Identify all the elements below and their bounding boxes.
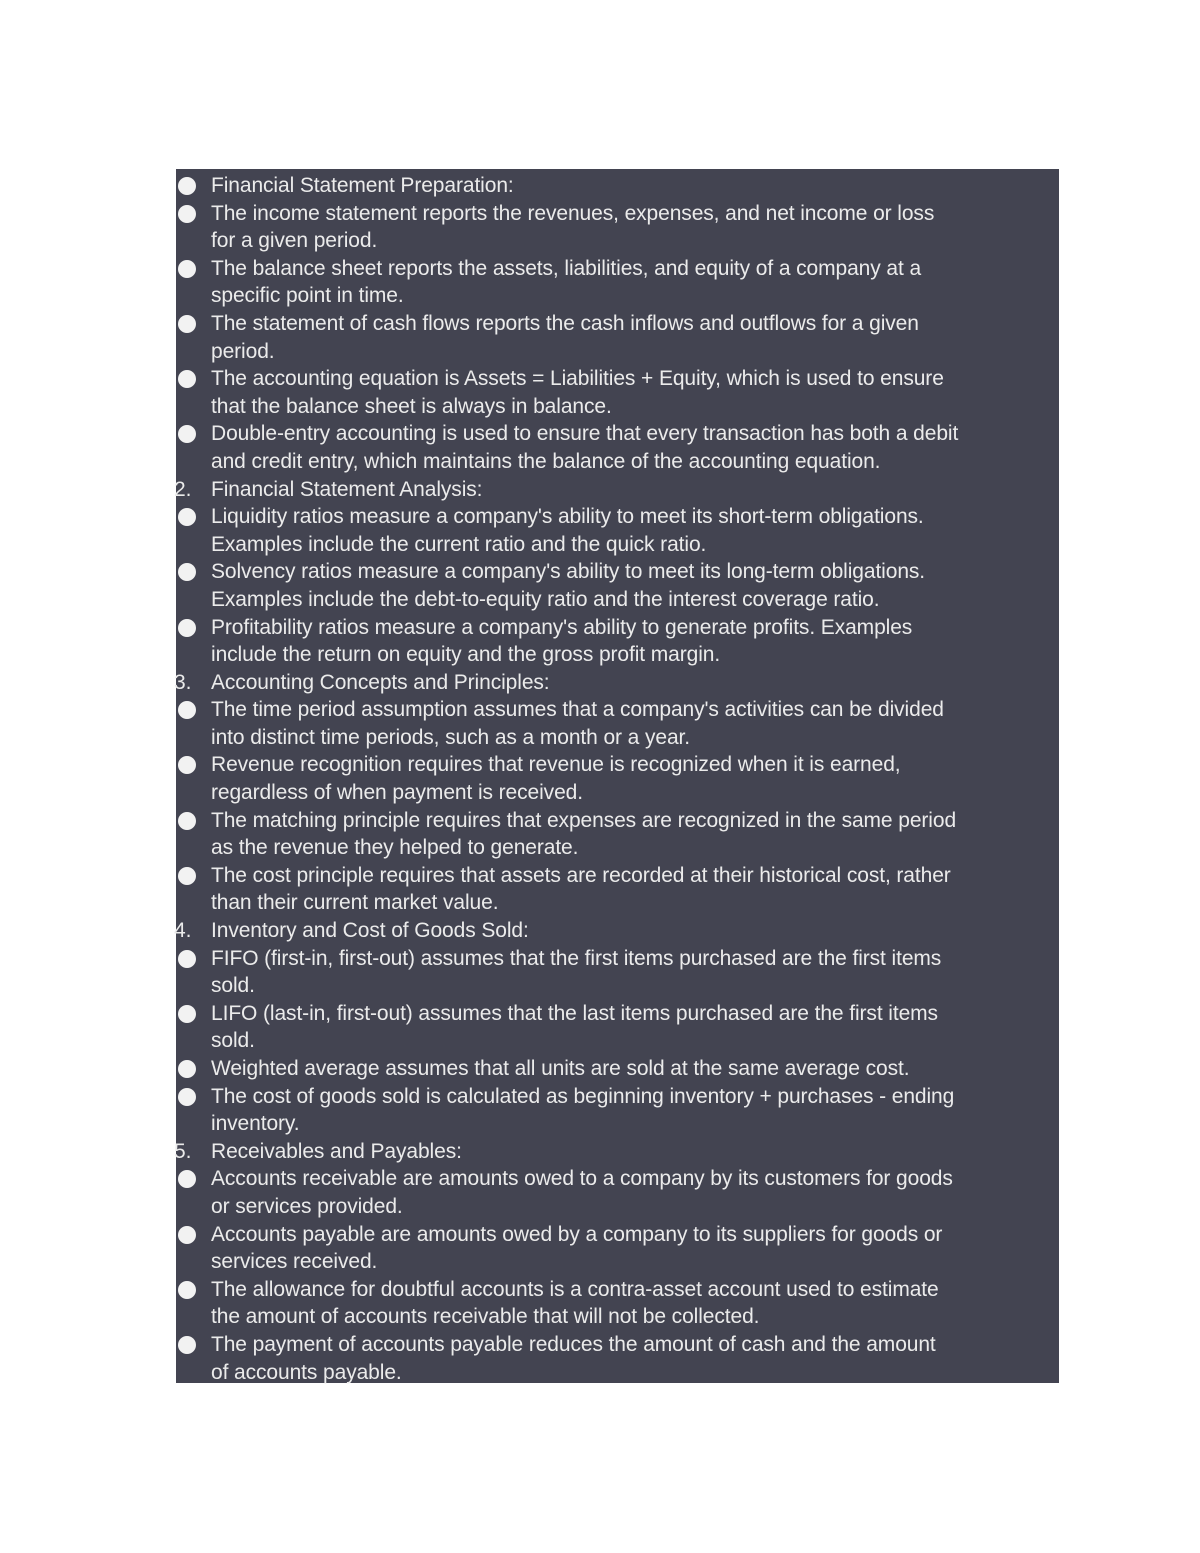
list-item-line bbox=[176, 1083, 1059, 1111]
list-item-text: Accounting Concepts and Principles: bbox=[211, 670, 550, 694]
list-item-text: Receivables and Payables: bbox=[211, 1139, 462, 1163]
list-item-line bbox=[176, 972, 1059, 1000]
list-item-line bbox=[176, 255, 1059, 283]
list-item-text: Solvency ratios measure a company's ability to meet its long-term obligations. bbox=[211, 560, 926, 584]
list-item-text: than their current market value. bbox=[211, 891, 499, 915]
list-item-line bbox=[176, 724, 1059, 752]
list-item-line bbox=[176, 558, 1059, 586]
bullet-icon bbox=[176, 1165, 208, 1193]
list-item-line bbox=[176, 945, 1059, 973]
bullet-dot-icon bbox=[178, 1088, 196, 1106]
list-item-text: The time period assumption assumes that a company's activities can be divided bbox=[211, 698, 944, 722]
list-item-line bbox=[176, 1027, 1059, 1055]
list-item-text: that the balance sheet is always in balance. bbox=[211, 394, 612, 418]
list-item-text: The matching principle requires that expenses are recognized in the same period bbox=[211, 808, 957, 832]
list-item-line bbox=[176, 1110, 1059, 1138]
bullet-icon bbox=[176, 807, 208, 835]
bullet-icon bbox=[176, 200, 208, 228]
list-item-line bbox=[176, 807, 1059, 835]
list-item-text: The cost of goods sold is calculated as beginning inventory + purchases - ending bbox=[211, 1084, 955, 1108]
bullet-dot-icon bbox=[178, 812, 196, 830]
list-item-line bbox=[176, 889, 1059, 917]
bullet-dot-icon bbox=[178, 260, 196, 278]
list-item-line bbox=[176, 751, 1059, 779]
list-item-line bbox=[176, 834, 1059, 862]
bullet-icon bbox=[176, 751, 208, 779]
list-item-line bbox=[176, 614, 1059, 642]
bullet-dot-icon bbox=[178, 205, 196, 223]
list-number bbox=[176, 476, 208, 504]
list-item-text: Double-entry accounting is used to ensure that every transaction has both a debit bbox=[211, 422, 959, 446]
list-number-label: 2. bbox=[174, 477, 192, 501]
list-item-text: Profitability ratios measure a company's ability to generate profits. Examples bbox=[211, 615, 913, 639]
list-item-text: Financial Statement Analysis: bbox=[211, 477, 483, 501]
list-item-line bbox=[176, 172, 1059, 200]
bullet-dot-icon bbox=[178, 1060, 196, 1078]
bullet-dot-icon bbox=[178, 756, 196, 774]
list-number bbox=[176, 1138, 208, 1166]
list-item-line bbox=[176, 586, 1059, 614]
list-item-line bbox=[176, 1138, 1059, 1166]
list-item-text: The balance sheet reports the assets, liabilities, and equity of a company at a bbox=[211, 256, 922, 280]
list-item-text: FIFO (first-in, first-out) assumes that the first items purchased are the first items bbox=[211, 946, 942, 970]
list-item-line bbox=[176, 503, 1059, 531]
bullet-icon bbox=[176, 862, 208, 890]
list-item-line bbox=[176, 338, 1059, 366]
list-item-line bbox=[176, 282, 1059, 310]
bullet-dot-icon bbox=[178, 370, 196, 388]
notes-panel bbox=[176, 169, 1059, 1383]
list-number-label: 3. bbox=[174, 670, 192, 694]
bullet-icon bbox=[176, 420, 208, 448]
bullet-icon bbox=[176, 503, 208, 531]
bullet-dot-icon bbox=[178, 950, 196, 968]
bullet-dot-icon bbox=[178, 1005, 196, 1023]
list-item-line bbox=[176, 420, 1059, 448]
list-item-text: The payment of accounts payable reduces the amount of cash and the amount bbox=[211, 1332, 936, 1356]
list-item-line bbox=[176, 862, 1059, 890]
bullet-dot-icon bbox=[178, 701, 196, 719]
list-item-line bbox=[176, 393, 1059, 421]
bullet-dot-icon bbox=[178, 1336, 196, 1354]
list-item-text: The cost principle requires that assets are recorded at their historical cost, rather bbox=[211, 863, 951, 887]
list-item-line bbox=[176, 531, 1059, 559]
list-item-line bbox=[176, 448, 1059, 476]
list-item-line bbox=[176, 365, 1059, 393]
list-item-text: Examples include the current ratio and the quick ratio. bbox=[211, 532, 707, 556]
list-item-line bbox=[176, 1276, 1059, 1304]
bullet-dot-icon bbox=[178, 177, 196, 195]
bullet-dot-icon bbox=[178, 1170, 196, 1188]
bullet-icon bbox=[176, 310, 208, 338]
list-item-text: Accounts payable are amounts owed by a company to its suppliers for goods or bbox=[211, 1222, 943, 1246]
list-item-text: as the revenue they helped to generate. bbox=[211, 836, 579, 860]
list-item-line bbox=[176, 227, 1059, 255]
list-item-text: Liquidity ratios measure a company's ability to meet its short-term obligations. bbox=[211, 505, 924, 529]
bullet-icon bbox=[176, 1055, 208, 1083]
list-item-line bbox=[176, 1000, 1059, 1028]
list-item-line bbox=[176, 917, 1059, 945]
list-item-text: regardless of when payment is received. bbox=[211, 781, 583, 805]
bullet-dot-icon bbox=[178, 508, 196, 526]
list-item-text: the amount of accounts receivable that will not be collected. bbox=[211, 1305, 760, 1329]
bullet-icon bbox=[176, 1221, 208, 1249]
list-item-text: Weighted average assumes that all units are sold at the same average cost. bbox=[211, 1057, 910, 1080]
bullet-icon bbox=[176, 945, 208, 973]
bullet-dot-icon bbox=[178, 867, 196, 885]
list-item-text: The statement of cash flows reports the cash inflows and outflows for a given bbox=[211, 311, 919, 335]
bullet-icon bbox=[176, 558, 208, 586]
list-number bbox=[176, 669, 208, 697]
list-item-line bbox=[176, 1221, 1059, 1249]
list-item-text: and credit entry, which maintains the balance of the accounting equation. bbox=[211, 449, 881, 473]
list-item-line bbox=[176, 669, 1059, 697]
list-item-text: sold. bbox=[211, 974, 255, 998]
list-item-text: Revenue recognition requires that revenue is recognized when it is earned, bbox=[211, 753, 901, 777]
list-item-line bbox=[176, 1193, 1059, 1221]
list-item-text: sold. bbox=[211, 1029, 255, 1053]
list-item-line bbox=[176, 476, 1059, 504]
bullet-dot-icon bbox=[178, 1226, 196, 1244]
list-number-label: 4. bbox=[174, 919, 192, 943]
bullet-icon bbox=[176, 365, 208, 393]
list-item-text: Inventory and Cost of Goods Sold: bbox=[211, 919, 529, 943]
bullet-dot-icon bbox=[178, 425, 196, 443]
list-item-text: The allowance for doubtful accounts is a contra-asset account used to estimate bbox=[211, 1277, 939, 1301]
list-item-text: for a given period. bbox=[211, 229, 378, 253]
list-item-line bbox=[176, 1359, 1059, 1387]
list-item-text: LIFO (last-in, first-out) assumes that the last items purchased are the first items bbox=[211, 1001, 938, 1025]
list-item-line bbox=[176, 1331, 1059, 1359]
bullet-icon bbox=[176, 1000, 208, 1028]
list-item-text: Examples include the debt-to-equity ratio and the interest coverage ratio. bbox=[211, 587, 880, 611]
bullet-icon bbox=[176, 1331, 208, 1359]
list-item-text: of accounts payable. bbox=[211, 1360, 402, 1384]
bullet-icon bbox=[176, 696, 208, 724]
bullet-icon bbox=[176, 1083, 208, 1111]
list-item-text: inventory. bbox=[211, 1112, 300, 1136]
bullet-dot-icon bbox=[178, 315, 196, 333]
list-item-line bbox=[176, 1165, 1059, 1193]
list-item-text: specific point in time. bbox=[211, 284, 404, 308]
list-item-text: The income statement reports the revenues, expenses, and net income or loss bbox=[211, 201, 935, 225]
list-item-text: Accounts receivable are amounts owed to a company by its customers for goods bbox=[211, 1167, 953, 1191]
bullet-icon bbox=[176, 1276, 208, 1304]
bullet-icon bbox=[176, 614, 208, 642]
list-number bbox=[176, 917, 208, 945]
bullet-icon bbox=[176, 255, 208, 283]
list-item-text: into distinct time periods, such as a month or a year. bbox=[211, 725, 691, 749]
bullet-dot-icon bbox=[178, 619, 196, 637]
list-item-line bbox=[176, 1303, 1059, 1331]
list-item-line bbox=[176, 696, 1059, 724]
list-item-line bbox=[176, 200, 1059, 228]
list-item-line bbox=[176, 1055, 1059, 1083]
list-item-line bbox=[176, 310, 1059, 338]
bullet-dot-icon bbox=[178, 563, 196, 581]
list-number-label: 5. bbox=[174, 1139, 192, 1163]
list-item-line bbox=[176, 779, 1059, 807]
list-item-text: period. bbox=[211, 339, 275, 363]
list-item-line bbox=[176, 1248, 1059, 1276]
list-item-line bbox=[176, 641, 1059, 669]
list-item-text: include the return on equity and the gross profit margin. bbox=[211, 643, 721, 667]
list-item-text: services received. bbox=[211, 1250, 378, 1274]
list-item-text: or services provided. bbox=[211, 1194, 403, 1218]
list-item-text: The accounting equation is Assets = Liabilities + Equity, which is used to ensure bbox=[211, 367, 944, 391]
bullet-icon bbox=[176, 172, 208, 200]
list-item-text: Financial Statement Preparation: bbox=[211, 174, 514, 197]
bullet-dot-icon bbox=[178, 1281, 196, 1299]
